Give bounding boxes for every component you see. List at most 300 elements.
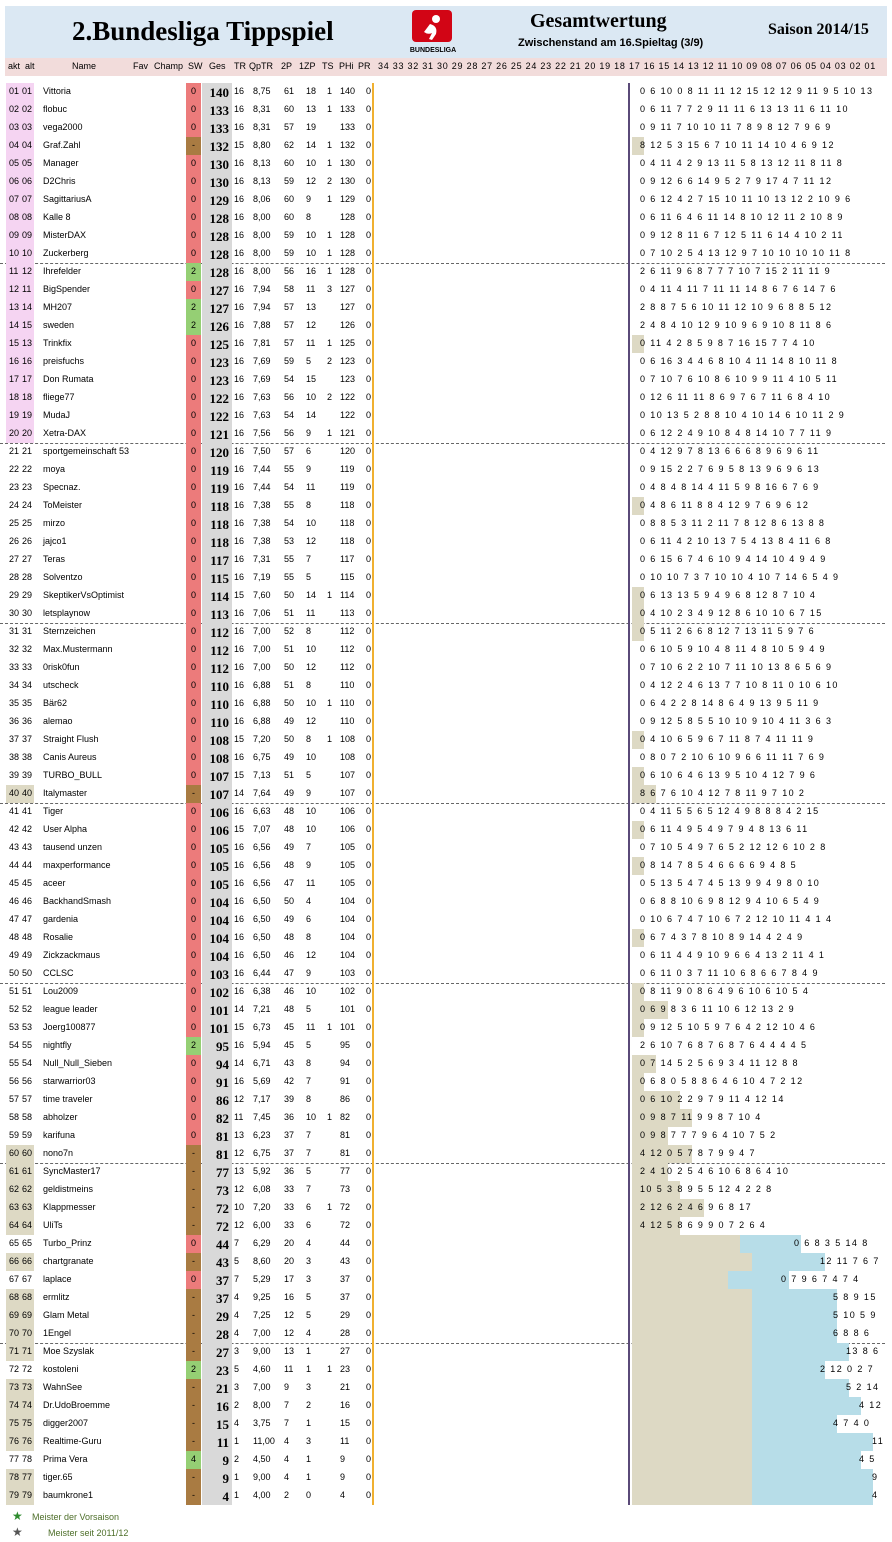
- phi-value: 112: [340, 644, 355, 654]
- table-row: [0, 1145, 892, 1163]
- tr-value: 16: [234, 104, 245, 114]
- qptr-value: 7,19: [253, 572, 271, 582]
- p2-value: 51: [284, 608, 295, 618]
- p2-value: 13: [284, 1346, 295, 1356]
- phi-value: 23: [340, 1364, 351, 1374]
- tr-value: 16: [234, 428, 245, 438]
- zp-value: 10: [306, 752, 317, 762]
- matchday-points: 0 9 12 5 10 5 9 7 6 4 2 12 10 4 6: [640, 1022, 817, 1032]
- rank-current: 20: [9, 428, 20, 438]
- rank-current: 45: [9, 878, 20, 888]
- sw-cell: [186, 623, 201, 641]
- total-cell: [202, 1073, 232, 1091]
- tr-value: 16: [234, 572, 245, 582]
- matchday-cells: [632, 407, 885, 425]
- sw-cell: [186, 731, 201, 749]
- tr-value: 16: [234, 752, 245, 762]
- position-cell: [6, 1235, 34, 1253]
- player-name: Italymaster: [43, 788, 88, 798]
- position-cell: [6, 137, 34, 155]
- tr-value: 2: [234, 1454, 240, 1464]
- position-cell: [6, 551, 34, 569]
- pr-value: 0: [366, 896, 372, 906]
- phi-value: 120: [340, 446, 356, 456]
- pr-value: 0: [366, 1472, 372, 1482]
- sw-value: 0: [190, 950, 196, 960]
- qptr-value: 6,00: [253, 1220, 271, 1230]
- total-points: 133: [209, 103, 229, 118]
- p2-value: 12: [284, 1328, 295, 1338]
- matchday-cells: [632, 569, 885, 587]
- qptr-value: 6,44: [253, 968, 271, 978]
- sw-value: 0: [190, 284, 196, 294]
- ts-value: 1: [327, 86, 333, 96]
- total-cell: [202, 1307, 232, 1325]
- sw-value: 0: [190, 626, 196, 636]
- pr-value: 0: [366, 680, 372, 690]
- player-name: Tiger: [43, 806, 64, 816]
- phi-value: 102: [340, 986, 356, 996]
- total-cell: [202, 893, 232, 911]
- matchday-cells: [632, 1073, 885, 1091]
- total-points: 105: [209, 859, 229, 874]
- table-row: [0, 1037, 892, 1055]
- matchday-cells: [632, 371, 885, 389]
- matchday-points: 0 6 8 3 5 14 8: [794, 1238, 869, 1248]
- phi-value: 132: [340, 140, 356, 150]
- sw-cell: [186, 425, 201, 443]
- tr-value: 15: [234, 590, 245, 600]
- sw-value: 2: [190, 266, 196, 276]
- sw-cell: [186, 299, 201, 317]
- phi-value: 107: [340, 788, 356, 798]
- matchday-points: 0 9 12 6 6 14 9 5 2 7 9 17 4 7 11 12: [640, 176, 833, 186]
- rank-current: 77: [9, 1454, 20, 1464]
- rank-current: 48: [9, 932, 20, 942]
- ts-value: 2: [327, 356, 333, 366]
- p2-value: 20: [284, 1238, 295, 1248]
- matchday-cells: [632, 947, 885, 965]
- ts-value: 1: [327, 1202, 333, 1212]
- table-row: [0, 1379, 892, 1397]
- total-cell: [202, 947, 232, 965]
- matchday-points: 0 6 8 8 10 6 9 8 12 9 4 10 6 5 4 9: [640, 896, 821, 906]
- player-name: Teras: [43, 554, 66, 564]
- tr-value: 16: [234, 248, 245, 258]
- total-points: 29: [216, 1309, 229, 1324]
- position-cell: [6, 443, 34, 461]
- table-row: [0, 965, 892, 983]
- sw-cell: [186, 965, 201, 983]
- total-cell: [202, 821, 232, 839]
- zp-value: 10: [306, 392, 317, 402]
- player-name: aceer: [43, 878, 66, 888]
- rank-previous: 54: [22, 1058, 33, 1068]
- matchday-points: 0 4 12 2 4 6 13 7 7 10 8 11 0 10 6 10: [640, 680, 839, 690]
- rank-previous: 42: [22, 824, 33, 834]
- total-points: 81: [216, 1129, 229, 1144]
- total-cell: [202, 1253, 232, 1271]
- position-cell: [6, 695, 34, 713]
- rank-previous: 51: [22, 986, 33, 996]
- rank-current: 57: [9, 1094, 20, 1104]
- pr-value: 0: [366, 518, 372, 528]
- matchday-cells: [632, 1001, 885, 1019]
- qptr-value: 7,88: [253, 320, 271, 330]
- sw-cell: [186, 821, 201, 839]
- tr-value: 15: [234, 824, 245, 834]
- total-points: 140: [209, 85, 229, 100]
- total-points: 119: [210, 481, 229, 496]
- sw-value: 0: [190, 1058, 196, 1068]
- table-row: [0, 713, 892, 731]
- p2-value: 54: [284, 518, 295, 528]
- rank-previous: 59: [22, 1130, 33, 1140]
- sw-value: 0: [190, 122, 196, 132]
- total-cell: [202, 1001, 232, 1019]
- position-cell: [6, 1451, 34, 1469]
- rank-previous: 45: [22, 878, 33, 888]
- total-cell: [202, 407, 232, 425]
- matchday-cells: [632, 1253, 885, 1271]
- zp-value: 4: [306, 1238, 312, 1248]
- rank-previous: 55: [22, 1040, 33, 1050]
- player-name: gardenia: [43, 914, 79, 924]
- total-cell: [202, 1235, 232, 1253]
- total-cell: [202, 173, 232, 191]
- p2-value: 45: [284, 1022, 295, 1032]
- total-cell: [202, 1361, 232, 1379]
- rank-previous: 69: [22, 1310, 33, 1320]
- player-name: MudaJ: [43, 410, 71, 420]
- zp-value: 7: [306, 1076, 312, 1086]
- zp-value: 10: [306, 230, 317, 240]
- phi-value: 127: [340, 284, 356, 294]
- tr-value: 16: [234, 680, 245, 690]
- zp-value: 12: [306, 716, 317, 726]
- rank-current: 54: [9, 1040, 20, 1050]
- table-row: [0, 407, 892, 425]
- matchday-cells: [632, 785, 885, 803]
- pr-value: 0: [366, 1202, 372, 1212]
- tr-value: 16: [234, 374, 245, 384]
- sw-cell: [186, 83, 201, 101]
- sw-value: -: [192, 1436, 195, 1446]
- rank-current: 58: [9, 1112, 20, 1122]
- total-points: 106: [209, 805, 229, 820]
- divider-pr: [372, 83, 374, 1505]
- total-cell: [202, 245, 232, 263]
- pr-value: 0: [366, 1238, 372, 1248]
- tr-value: 4: [234, 1292, 240, 1302]
- sw-cell: [186, 1055, 201, 1073]
- matchday-points: 0 4 10 2 3 4 9 12 8 6 10 10 6 7 15: [640, 608, 823, 618]
- qptr-value: 7,45: [253, 1112, 271, 1122]
- zp-value: 1: [306, 1454, 312, 1464]
- total-points: 110: [210, 697, 229, 712]
- sw-cell: [186, 785, 201, 803]
- total-points: 118: [210, 517, 229, 532]
- table-row: [0, 1487, 892, 1505]
- qptr-value: 8,13: [253, 158, 271, 168]
- sw-cell: [186, 461, 201, 479]
- total-cell: [202, 1181, 232, 1199]
- zp-value: 5: [306, 1310, 312, 1320]
- p2-value: 49: [284, 914, 295, 924]
- rank-current: 12: [9, 284, 20, 294]
- sw-cell: [186, 137, 201, 155]
- table-row: [0, 857, 892, 875]
- total-cell: [202, 461, 232, 479]
- table-row: [0, 155, 892, 173]
- matchday-points: 0 6 11 6 4 6 11 14 8 10 12 11 2 10 8 9: [640, 212, 844, 222]
- qptr-value: 6,88: [253, 716, 271, 726]
- table-row: [0, 677, 892, 695]
- p2-value: 54: [284, 374, 295, 384]
- matchday-cells: [632, 1469, 885, 1487]
- p2-value: 2: [284, 1490, 290, 1500]
- tr-value: 12: [234, 1148, 245, 1158]
- tr-value: 16: [234, 986, 245, 996]
- table-row: [0, 119, 892, 137]
- qptr-value: 8,13: [253, 176, 271, 186]
- total-cell: [202, 1271, 232, 1289]
- total-cell: [202, 137, 232, 155]
- table-row: [0, 1253, 892, 1271]
- qptr-value: 8,80: [253, 140, 271, 150]
- total-cell: [202, 929, 232, 947]
- sw-value: 0: [190, 608, 196, 618]
- tr-value: 16: [234, 626, 245, 636]
- player-name: User Alpha: [43, 824, 88, 834]
- position-cell: [6, 299, 34, 317]
- phi-value: 112: [340, 662, 355, 672]
- phi-value: 103: [340, 968, 356, 978]
- sw-value: 0: [190, 338, 196, 348]
- pr-value: 0: [366, 482, 372, 492]
- total-cell: [202, 101, 232, 119]
- phi-value: 106: [340, 824, 356, 834]
- pr-value: 0: [366, 500, 372, 510]
- sw-value: 0: [190, 518, 196, 528]
- pr-value: 0: [366, 374, 372, 384]
- zp-value: 9: [306, 194, 312, 204]
- rank-previous: 32: [22, 644, 33, 654]
- matchday-cells: [632, 551, 885, 569]
- rank-current: 29: [9, 590, 20, 600]
- table-row: [0, 911, 892, 929]
- qptr-value: 7,31: [253, 554, 271, 564]
- sw-cell: [186, 1163, 201, 1181]
- sw-value: 0: [190, 428, 196, 438]
- total-points: 9: [222, 1471, 229, 1486]
- player-name: time traveler: [43, 1094, 93, 1104]
- total-cell: [202, 1379, 232, 1397]
- matchday-cells: [632, 911, 885, 929]
- matchday-cells: [632, 443, 885, 461]
- total-points: 106: [209, 823, 229, 838]
- matchday-cells: [632, 1019, 885, 1037]
- matchday-points: 0 7 10 7 6 10 8 6 10 9 9 11 4 10 5 11: [640, 374, 839, 384]
- col-1zp: 1ZP: [299, 61, 316, 71]
- zp-value: 8: [306, 680, 312, 690]
- sw-cell: [186, 353, 201, 371]
- p2-value: 54: [284, 482, 295, 492]
- table-row: [0, 1163, 892, 1181]
- total-cell: [202, 1289, 232, 1307]
- sw-value: -: [192, 1202, 195, 1212]
- sw-value: 0: [190, 554, 196, 564]
- qptr-value: 6,08: [253, 1184, 271, 1194]
- zp-value: 3: [306, 1436, 312, 1446]
- position-cell: [6, 1127, 34, 1145]
- qptr-value: 8,31: [253, 122, 271, 132]
- matchday-points: 0 4 11 4 2 9 13 11 5 8 13 12 11 8 11 8: [640, 158, 844, 168]
- matchday-cells: [632, 1415, 885, 1433]
- p2-value: 55: [284, 500, 295, 510]
- tr-value: 5: [234, 1256, 240, 1266]
- sw-cell: [186, 335, 201, 353]
- p2-value: 53: [284, 536, 295, 546]
- pr-value: 0: [366, 878, 372, 888]
- sw-value: -: [192, 1328, 195, 1338]
- sw-value: 2: [190, 302, 196, 312]
- matchday-cells: [632, 1145, 885, 1163]
- total-cell: [202, 587, 232, 605]
- table-row: [0, 137, 892, 155]
- table-row: [0, 1217, 892, 1235]
- total-cell: [202, 677, 232, 695]
- total-cell: [202, 83, 232, 101]
- rank-current: 50: [9, 968, 20, 978]
- qptr-value: 7,38: [253, 518, 271, 528]
- player-name: BigSpender: [43, 284, 91, 294]
- matchday-cells: [632, 533, 885, 551]
- qptr-value: 7,17: [253, 1094, 271, 1104]
- position-cell: [6, 461, 34, 479]
- divider-matchday: [628, 83, 630, 1505]
- ts-value: 1: [327, 1022, 333, 1032]
- sw-cell: [186, 1019, 201, 1037]
- sw-value: 0: [190, 680, 196, 690]
- qptr-value: 8,00: [253, 266, 271, 276]
- col-phi: PHi: [339, 61, 354, 71]
- matchday-points: 10 5 3 8 9 5 5 12 4 2 2 8: [640, 1184, 773, 1194]
- rank-previous: 05: [22, 158, 33, 168]
- sw-value: 2: [190, 320, 196, 330]
- player-name: Bär62: [43, 698, 68, 708]
- sw-value: 0: [190, 446, 196, 456]
- total-cell: [202, 1055, 232, 1073]
- position-cell: [6, 101, 34, 119]
- pr-value: 0: [366, 824, 372, 834]
- matchday-cells: [632, 965, 885, 983]
- rank-current: 47: [9, 914, 20, 924]
- rank-previous: 15: [22, 320, 33, 330]
- qptr-value: 7,00: [253, 1328, 271, 1338]
- sw-cell: [186, 1271, 201, 1289]
- player-name: Kalle 8: [43, 212, 71, 222]
- zp-value: 7: [306, 554, 312, 564]
- pr-value: 0: [366, 356, 372, 366]
- sw-value: -: [192, 1148, 195, 1158]
- p2-value: 7: [284, 1418, 290, 1428]
- total-points: 117: [210, 553, 229, 568]
- rank-current: 30: [9, 608, 20, 618]
- sw-cell: [186, 1037, 201, 1055]
- tr-value: 16: [234, 716, 245, 726]
- sw-value: 0: [190, 986, 196, 996]
- total-cell: [202, 1415, 232, 1433]
- player-name: Straight Flush: [43, 734, 99, 744]
- rank-current: 78: [9, 1472, 20, 1482]
- rank-current: 15: [9, 338, 20, 348]
- sw-cell: [186, 767, 201, 785]
- p2-value: 51: [284, 770, 295, 780]
- total-points: 104: [209, 895, 229, 910]
- table-row: [0, 1361, 892, 1379]
- tr-value: 16: [234, 230, 245, 240]
- rank-current: 03: [9, 122, 20, 132]
- rank-previous: 48: [22, 932, 33, 942]
- p2-value: 61: [284, 86, 295, 96]
- tr-value: 16: [234, 860, 245, 870]
- matchday-points: 2 6 10 7 6 8 7 6 8 7 6 4 4 4 4 5: [640, 1040, 808, 1050]
- ts-value: 1: [327, 230, 333, 240]
- pr-value: 0: [366, 662, 372, 672]
- phi-value: 128: [340, 248, 356, 258]
- sw-cell: [186, 389, 201, 407]
- table-row: [0, 1469, 892, 1487]
- matchday-cells: [632, 119, 885, 137]
- pr-value: 0: [366, 1364, 372, 1374]
- player-name: ToMeister: [43, 500, 83, 510]
- tr-value: 2: [234, 1400, 240, 1410]
- p2-value: 56: [284, 266, 295, 276]
- player-name: laplace: [43, 1274, 72, 1284]
- rank-current: 79: [9, 1490, 20, 1500]
- zp-value: 11: [306, 284, 316, 294]
- total-points: 112: [210, 643, 229, 658]
- matchday-points: 0 11 4 2 8 5 9 8 7 16 15 7 7 4 10: [640, 338, 816, 348]
- pr-value: 0: [366, 1328, 372, 1338]
- total-cell: [202, 299, 232, 317]
- position-cell: [6, 533, 34, 551]
- table-row: [0, 1433, 892, 1451]
- player-name: Dr.UdoBroemme: [43, 1400, 111, 1410]
- table-row: [0, 839, 892, 857]
- total-cell: [202, 497, 232, 515]
- sw-cell: [186, 1487, 201, 1505]
- position-cell: [6, 1325, 34, 1343]
- matchday-cells: [632, 299, 885, 317]
- total-points: 37: [216, 1273, 229, 1288]
- phi-value: 113: [340, 608, 355, 618]
- phi-value: 128: [340, 230, 356, 240]
- rank-current: 31: [9, 626, 20, 636]
- table-row: [0, 299, 892, 317]
- table-row: [0, 83, 892, 101]
- rank-previous: 65: [22, 1238, 33, 1248]
- sw-cell: [186, 839, 201, 857]
- qptr-value: 7,38: [253, 500, 271, 510]
- qptr-value: 7,50: [253, 446, 271, 456]
- tr-value: 7: [234, 1238, 240, 1248]
- player-name: maxperformance: [43, 860, 111, 870]
- p2-value: 46: [284, 986, 295, 996]
- qptr-value: 7,00: [253, 626, 271, 636]
- player-name: Sternzeichen: [43, 626, 96, 636]
